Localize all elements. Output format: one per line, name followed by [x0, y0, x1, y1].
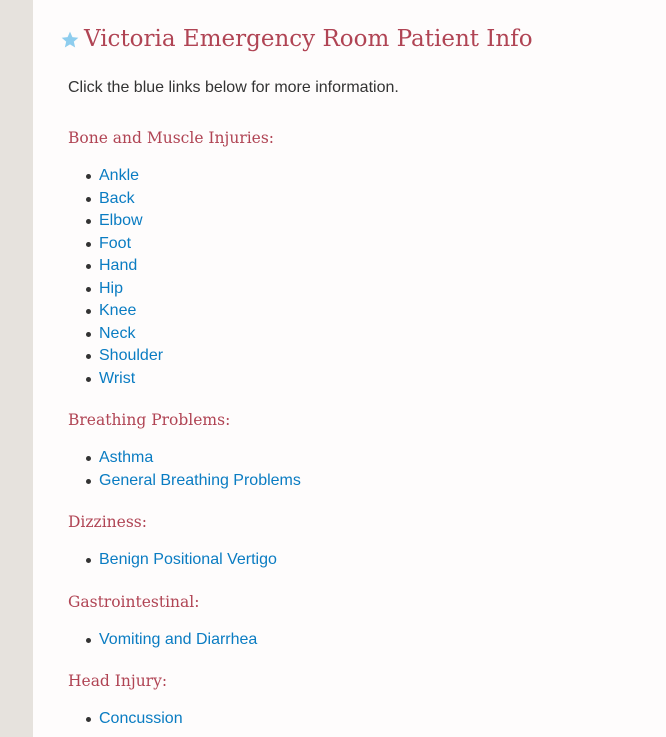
- info-link[interactable]: Benign Positional Vertigo: [99, 551, 277, 568]
- left-sidebar-strip: [0, 0, 33, 737]
- info-link[interactable]: Back: [99, 189, 135, 207]
- info-link[interactable]: Hip: [99, 279, 124, 297]
- list-item: [68, 210, 628, 233]
- info-link[interactable]: Ankle: [99, 167, 140, 184]
- list-item: [68, 345, 628, 368]
- info-link[interactable]: Knee: [99, 302, 137, 319]
- main-content: [33, 0, 666, 737]
- list-item: [68, 323, 628, 346]
- section-heading: Gastrointestinal:: [68, 592, 200, 611]
- bullet-icon: [86, 309, 91, 314]
- info-link[interactable]: Vomiting and Diarrhea: [99, 630, 258, 648]
- info-link[interactable]: Elbow: [99, 212, 143, 229]
- list-item: [68, 165, 628, 188]
- section-link-list: [68, 549, 628, 572]
- bullet-icon: [86, 264, 91, 269]
- list-item: [68, 708, 628, 731]
- bullet-icon: [86, 219, 91, 224]
- bullet-icon: [86, 479, 91, 484]
- bullet-icon: [86, 558, 91, 563]
- info-link[interactable]: Foot: [99, 234, 132, 252]
- info-link[interactable]: Wrist: [99, 369, 136, 387]
- info-link[interactable]: Shoulder: [99, 347, 164, 364]
- bullet-icon: [86, 287, 91, 292]
- section-link-list: [68, 165, 628, 390]
- bullet-icon: [86, 174, 91, 179]
- list-item: [68, 470, 628, 493]
- list-item: [68, 255, 628, 278]
- list-item: [68, 300, 628, 323]
- section-link-list: [68, 447, 628, 492]
- section-heading: Bone and Muscle Injuries:: [68, 129, 275, 147]
- section-link-list: [68, 629, 628, 652]
- bullet-icon: [86, 717, 91, 722]
- info-link[interactable]: Asthma: [99, 449, 154, 466]
- bullet-icon: [86, 242, 91, 247]
- list-item: [68, 447, 628, 470]
- bullet-icon: [86, 456, 91, 461]
- info-link[interactable]: Concussion: [99, 710, 183, 727]
- bullet-icon: [86, 354, 91, 359]
- intro-text: Click the blue links below for more information.: [68, 79, 399, 96]
- list-item: [68, 233, 628, 256]
- sections-container: [68, 126, 628, 737]
- star-icon: [60, 30, 80, 50]
- section-heading: Dizziness:: [68, 513, 147, 531]
- bullet-icon: [86, 377, 91, 382]
- list-item: [68, 278, 628, 301]
- list-item: [68, 188, 628, 211]
- info-link[interactable]: General Breathing Problems: [99, 471, 301, 489]
- list-item: [68, 549, 628, 572]
- section-link-list: [68, 708, 628, 731]
- list-item: [68, 368, 628, 391]
- info-link[interactable]: Neck: [99, 324, 136, 342]
- bullet-icon: [86, 638, 91, 643]
- page-title: [60, 23, 533, 55]
- section-heading: Breathing Problems:: [68, 411, 231, 429]
- section-heading: Head Injury:: [68, 672, 168, 690]
- page-title-text: Victoria Emergency Room Patient Info: [84, 26, 533, 52]
- bullet-icon: [86, 197, 91, 202]
- list-item: [68, 629, 628, 652]
- info-link[interactable]: Hand: [99, 257, 138, 274]
- bullet-icon: [86, 332, 91, 337]
